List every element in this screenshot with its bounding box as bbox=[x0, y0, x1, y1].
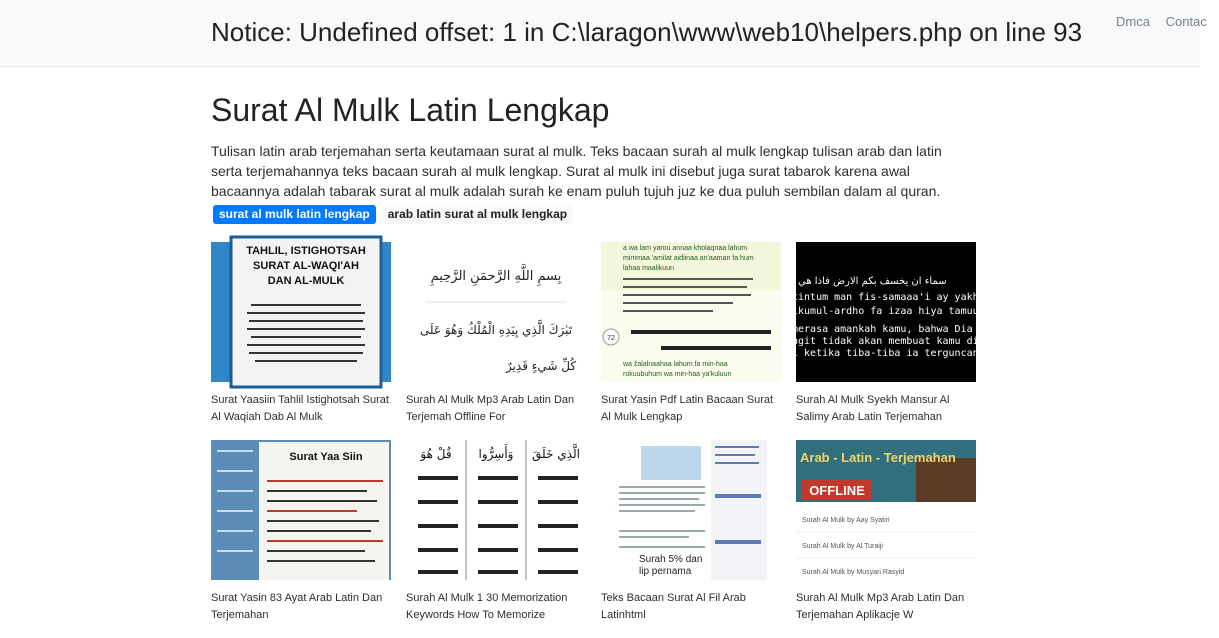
card-caption[interactable]: Teks Bacaan Surat Al Fil Arab Latinhtml bbox=[601, 592, 746, 621]
tag-list bbox=[213, 205, 573, 224]
thumb-line: lip pernama bbox=[639, 566, 692, 577]
thumb-line: tintum man fis-samaaa'i ay yakhsi bbox=[792, 292, 991, 303]
yasin-book-image bbox=[211, 440, 391, 580]
thumb-line: سماء ان يخسف بكم الارض فاذا هي bbox=[798, 276, 947, 287]
card-caption[interactable]: Surah Al Mulk 1 30 Memorization Keywords How To Memorize bbox=[406, 592, 568, 621]
gallery-card[interactable] bbox=[211, 242, 391, 440]
card-thumbnail[interactable] bbox=[406, 440, 586, 580]
thumb-line: كُلِّ شَيءٍ قَدِيرٌ bbox=[505, 359, 577, 373]
card-thumbnail[interactable] bbox=[601, 440, 781, 580]
card-caption[interactable]: Surat Yasin Pdf Latin Bacaan Surat Al Mulk Lengkap bbox=[601, 394, 774, 423]
card-caption[interactable]: Surah Al Mulk Syekh Mansur Al Salimy Arab Latin Terjemahan bbox=[796, 394, 950, 423]
gallery-card[interactable] bbox=[796, 440, 976, 638]
nav-link-contact[interactable]: Contac bbox=[1165, 14, 1207, 29]
thumb-line: Arab - Latin - Terjemahan bbox=[800, 450, 956, 465]
card-thumbnail[interactable] bbox=[792, 242, 991, 382]
gallery-card[interactable] bbox=[792, 242, 991, 440]
book-cover-image bbox=[211, 242, 391, 382]
page-description: Tulisan latin arab terjemahan serta keutamaan surat al mulk. Teks bacaan surah al mulk lengkap tulisan arab dan latin serta terjemahannya teks bacaan surah al mulk lengkap. Surat al mulk ini disebut juga surat tabarok karena awal bacaannya adalah tabarak surat al mulk adalah surah ke enam puluh tujuh juz ke dua puluh sembilan dalam al quran. bbox=[211, 143, 942, 199]
card-caption[interactable]: Surah Al Mulk Mp3 Arab Latin Dan Terjemahan Aplikacje W bbox=[796, 592, 965, 621]
thumb-line: Surah 5% dan bbox=[639, 554, 703, 565]
top-navbar bbox=[0, 0, 1207, 67]
card-thumbnail[interactable] bbox=[796, 440, 976, 580]
thumb-line: DAN AL-MULK bbox=[267, 275, 345, 287]
thumb-line: ngit tidak akan membuat kamu di bbox=[792, 336, 979, 347]
thumb-line: merasa amankah kamu, bahwa Dia bbox=[792, 324, 973, 335]
nav-link-dmca[interactable]: Dmca bbox=[1116, 14, 1150, 29]
thumb-line: Surah Al Mulk by Al Turaiji bbox=[802, 543, 883, 550]
nav-links bbox=[1116, 14, 1219, 29]
arabic-verse-image bbox=[406, 242, 586, 382]
thumb-line: Surat Yaa Siin bbox=[289, 451, 363, 463]
thumb-line: rokuubuhum wa min-haa ya'kuluun bbox=[623, 371, 732, 378]
thumb-line: بِسمِ اللَّهِ الرَّحمَنِ الرَّحِيمِ bbox=[430, 269, 562, 284]
yasin-page-image bbox=[601, 242, 781, 382]
card-thumbnail[interactable] bbox=[601, 242, 781, 382]
thumb-line: mimmaa 'amilat aidiinaa an'aaman fa hum bbox=[623, 255, 754, 262]
gallery-card[interactable] bbox=[601, 242, 781, 440]
card-thumbnail[interactable] bbox=[406, 242, 586, 382]
thumb-line: الَّذِي خَلَقَ bbox=[532, 447, 580, 461]
thumb-line: i ketika tiba-tiba ia terguncang bbox=[792, 348, 985, 359]
thumb-line: wa žalalnaahaa lahum fa min-haa bbox=[623, 361, 728, 368]
gallery-card[interactable] bbox=[601, 440, 781, 638]
thumb-line: TAHLIL, ISTIGHOTSAH bbox=[246, 245, 366, 257]
php-notice-text: Notice: Undefined offset: 1 in C:\laragon\www\web10\helpers.php on line 93 bbox=[211, 17, 1083, 47]
card-caption[interactable]: Surat Yasin 83 Ayat Arab Latin Dan Terjemahan bbox=[211, 592, 383, 621]
thumb-line: تَبٰرَكَ الَّذِي بِيَدِهِ الْمُلْكُ وَهُوَ عَلَى bbox=[419, 323, 573, 337]
thumb-line: Surah Al Mulk by Aay Syatiri bbox=[802, 517, 890, 524]
tag-badge[interactable]: arab latin surat al mulk lengkap bbox=[382, 205, 573, 224]
thumb-line: SURAT AL-WAQI'AH bbox=[253, 260, 359, 272]
thumb-line: lahaa maalikuun bbox=[623, 265, 674, 272]
thumb-line: قُلْ هُوَ bbox=[420, 447, 452, 461]
thumb-line: OFFLINE bbox=[809, 483, 865, 498]
card-caption[interactable]: Surah Al Mulk Mp3 Arab Latin Dan Terjemah Offline For bbox=[406, 394, 575, 423]
gallery-card[interactable] bbox=[406, 440, 586, 638]
card-caption[interactable]: Surat Yaasiin Tahlil Istighotsah Surat Al Waqiah Dab Al Mulk bbox=[211, 394, 389, 423]
app-screenshot-image bbox=[796, 440, 976, 580]
thumb-line: وَأَسِرُّوا bbox=[478, 447, 514, 461]
document-screenshot-image bbox=[601, 440, 781, 580]
thumb-line: ikumul-ardho fa izaa hiya tamuu bbox=[792, 306, 979, 317]
card-thumbnail[interactable] bbox=[211, 242, 391, 382]
video-frame-image bbox=[792, 242, 991, 382]
ayah-number-badge: 72 bbox=[607, 335, 615, 342]
thumb-line: Surah Al Mulk by Musyari Rasyid bbox=[802, 569, 905, 576]
card-thumbnail[interactable] bbox=[211, 440, 391, 580]
image-grid bbox=[211, 242, 991, 638]
thumb-line: a wa lam yarou annaa kholaqnaa lahum bbox=[623, 245, 748, 252]
memorization-grid-image bbox=[406, 440, 586, 580]
tag-badge[interactable]: surat al mulk latin lengkap bbox=[213, 205, 376, 224]
gallery-card[interactable] bbox=[406, 242, 586, 440]
gallery-card[interactable] bbox=[211, 440, 391, 638]
page-title: Surat Al Mulk Latin Lengkap bbox=[211, 92, 610, 128]
